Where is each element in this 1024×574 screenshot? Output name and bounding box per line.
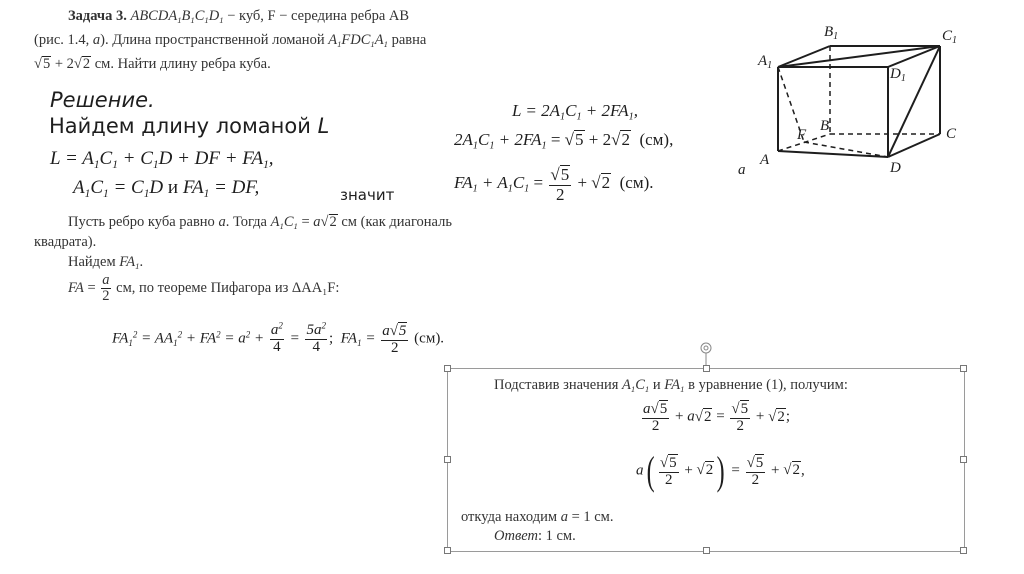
cube-figure <box>730 14 970 189</box>
label-D1: $D_1$ <box>890 66 906 84</box>
let-edge-text: Пусть ребро куба равно a. Тогда $A_1C_1 = a√$ 2 см (как диагональ <box>68 214 452 231</box>
label-C: C <box>946 126 957 142</box>
label-B1: $B_1$ <box>824 24 839 42</box>
resize-handle-mr[interactable] <box>960 456 967 463</box>
problem-label: Задача 3. <box>68 8 127 24</box>
problem-line-1 <box>68 6 409 27</box>
right-eq-2: $2A_1C_1 + 2FA_1$ = √ 5 + 2√ 2 (см), <box>454 130 673 150</box>
label-a: a <box>738 162 746 178</box>
resize-handle-bm[interactable] <box>703 547 710 554</box>
find-fa-text: Найдем $FA_1$. <box>68 254 144 272</box>
right-eq-3-unit: (см). <box>619 173 654 193</box>
label-F: F <box>797 127 807 143</box>
resize-handle-ml[interactable] <box>444 456 451 463</box>
segment-C1-D <box>888 46 940 157</box>
right-eq-1: $L = 2A_1C_1 + 2FA_1$, <box>512 101 638 123</box>
label-A: A <box>760 152 770 168</box>
pythagoras-unit: (см). <box>414 330 445 347</box>
fa-formula: FA = $\frac{a}{2}$ см, по теореме Пифагора из ΔAA₁F: <box>68 272 340 305</box>
edge-A-D <box>778 151 888 157</box>
solution-find: Найдем длину ломаной L <box>49 114 330 138</box>
solution-heading: Решение. <box>50 88 155 112</box>
eq-equal: $A_1C_1 = C_1D$ и $FA_1$ = DF, <box>73 177 260 200</box>
resize-handle-br[interactable] <box>960 547 967 554</box>
box-eq-1: $\frac{a√ 5}{2}$ + a√ 2 = √ $\frac{5}{2}$ + √ 2; <box>640 400 790 435</box>
resize-handle-tl[interactable] <box>444 365 451 372</box>
label-D: D <box>890 160 901 176</box>
box-line-1: Подставив значения $A_1C_1$ и $FA_1$ в уравнение (1), получим: <box>494 377 848 395</box>
label-B: B <box>820 118 830 134</box>
means-text: значит <box>340 186 395 204</box>
problem-line-1-rest: − куб, F − середина ребра AB <box>227 8 410 24</box>
problem-line-3-text: см. Найти длину ребра куба. <box>94 56 271 72</box>
problem-sum: √ 5 + 2√ 2 <box>34 56 91 72</box>
eq-L: $L = A_1C_1 + C_1D$ + DF + $FA_1$, <box>50 148 274 171</box>
box-eq-2: a( √ $\frac{5}{2}$ + √ 2) = √ $\frac{5}{2}$ + √ 2, <box>636 451 805 491</box>
resize-handle-bl[interactable] <box>444 547 451 554</box>
problem-line-3 <box>34 54 271 75</box>
problem-line-2-end: равна <box>391 32 427 48</box>
box-answer <box>494 528 576 545</box>
right-eq-3: $FA_1 + A_1C_1$ = √ $\frac{5}{2}$ + √ 2 (см). <box>454 165 654 204</box>
label-A1: $A_1$ <box>758 53 773 71</box>
resize-handle-tr[interactable] <box>960 365 967 372</box>
cube-name: $ABCDA_1B_1C_1D_1$ <box>130 8 224 26</box>
fa-text: см, по теореме Пифагора из ΔAA₁F: <box>116 280 340 297</box>
pythagoras-formula: $FA_1^2 = AA_1^2 + FA^2 = a^2$ + $\frac{a^2}{4}$ = $\frac{5a^2}{4}$ ; $FA_1$ = $\frac{a√ 5}{2}$ (см). <box>112 322 444 357</box>
box-whence: откуда находим a = 1 см. <box>461 509 614 525</box>
answer-value: : 1 см. <box>537 528 576 544</box>
edge-D-C <box>888 134 940 157</box>
right-eq-2-unit: (см), <box>639 130 674 149</box>
label-C1: $C_1$ <box>942 28 958 46</box>
problem-line-2: (рис. 1.4, а). Длина пространственной ломаной $A_1FDC_1A_1$ равна <box>34 32 427 50</box>
answer-label: Ответ <box>494 528 538 544</box>
resize-handle-tm[interactable] <box>703 365 710 372</box>
square-text: квадрата). <box>34 234 97 250</box>
